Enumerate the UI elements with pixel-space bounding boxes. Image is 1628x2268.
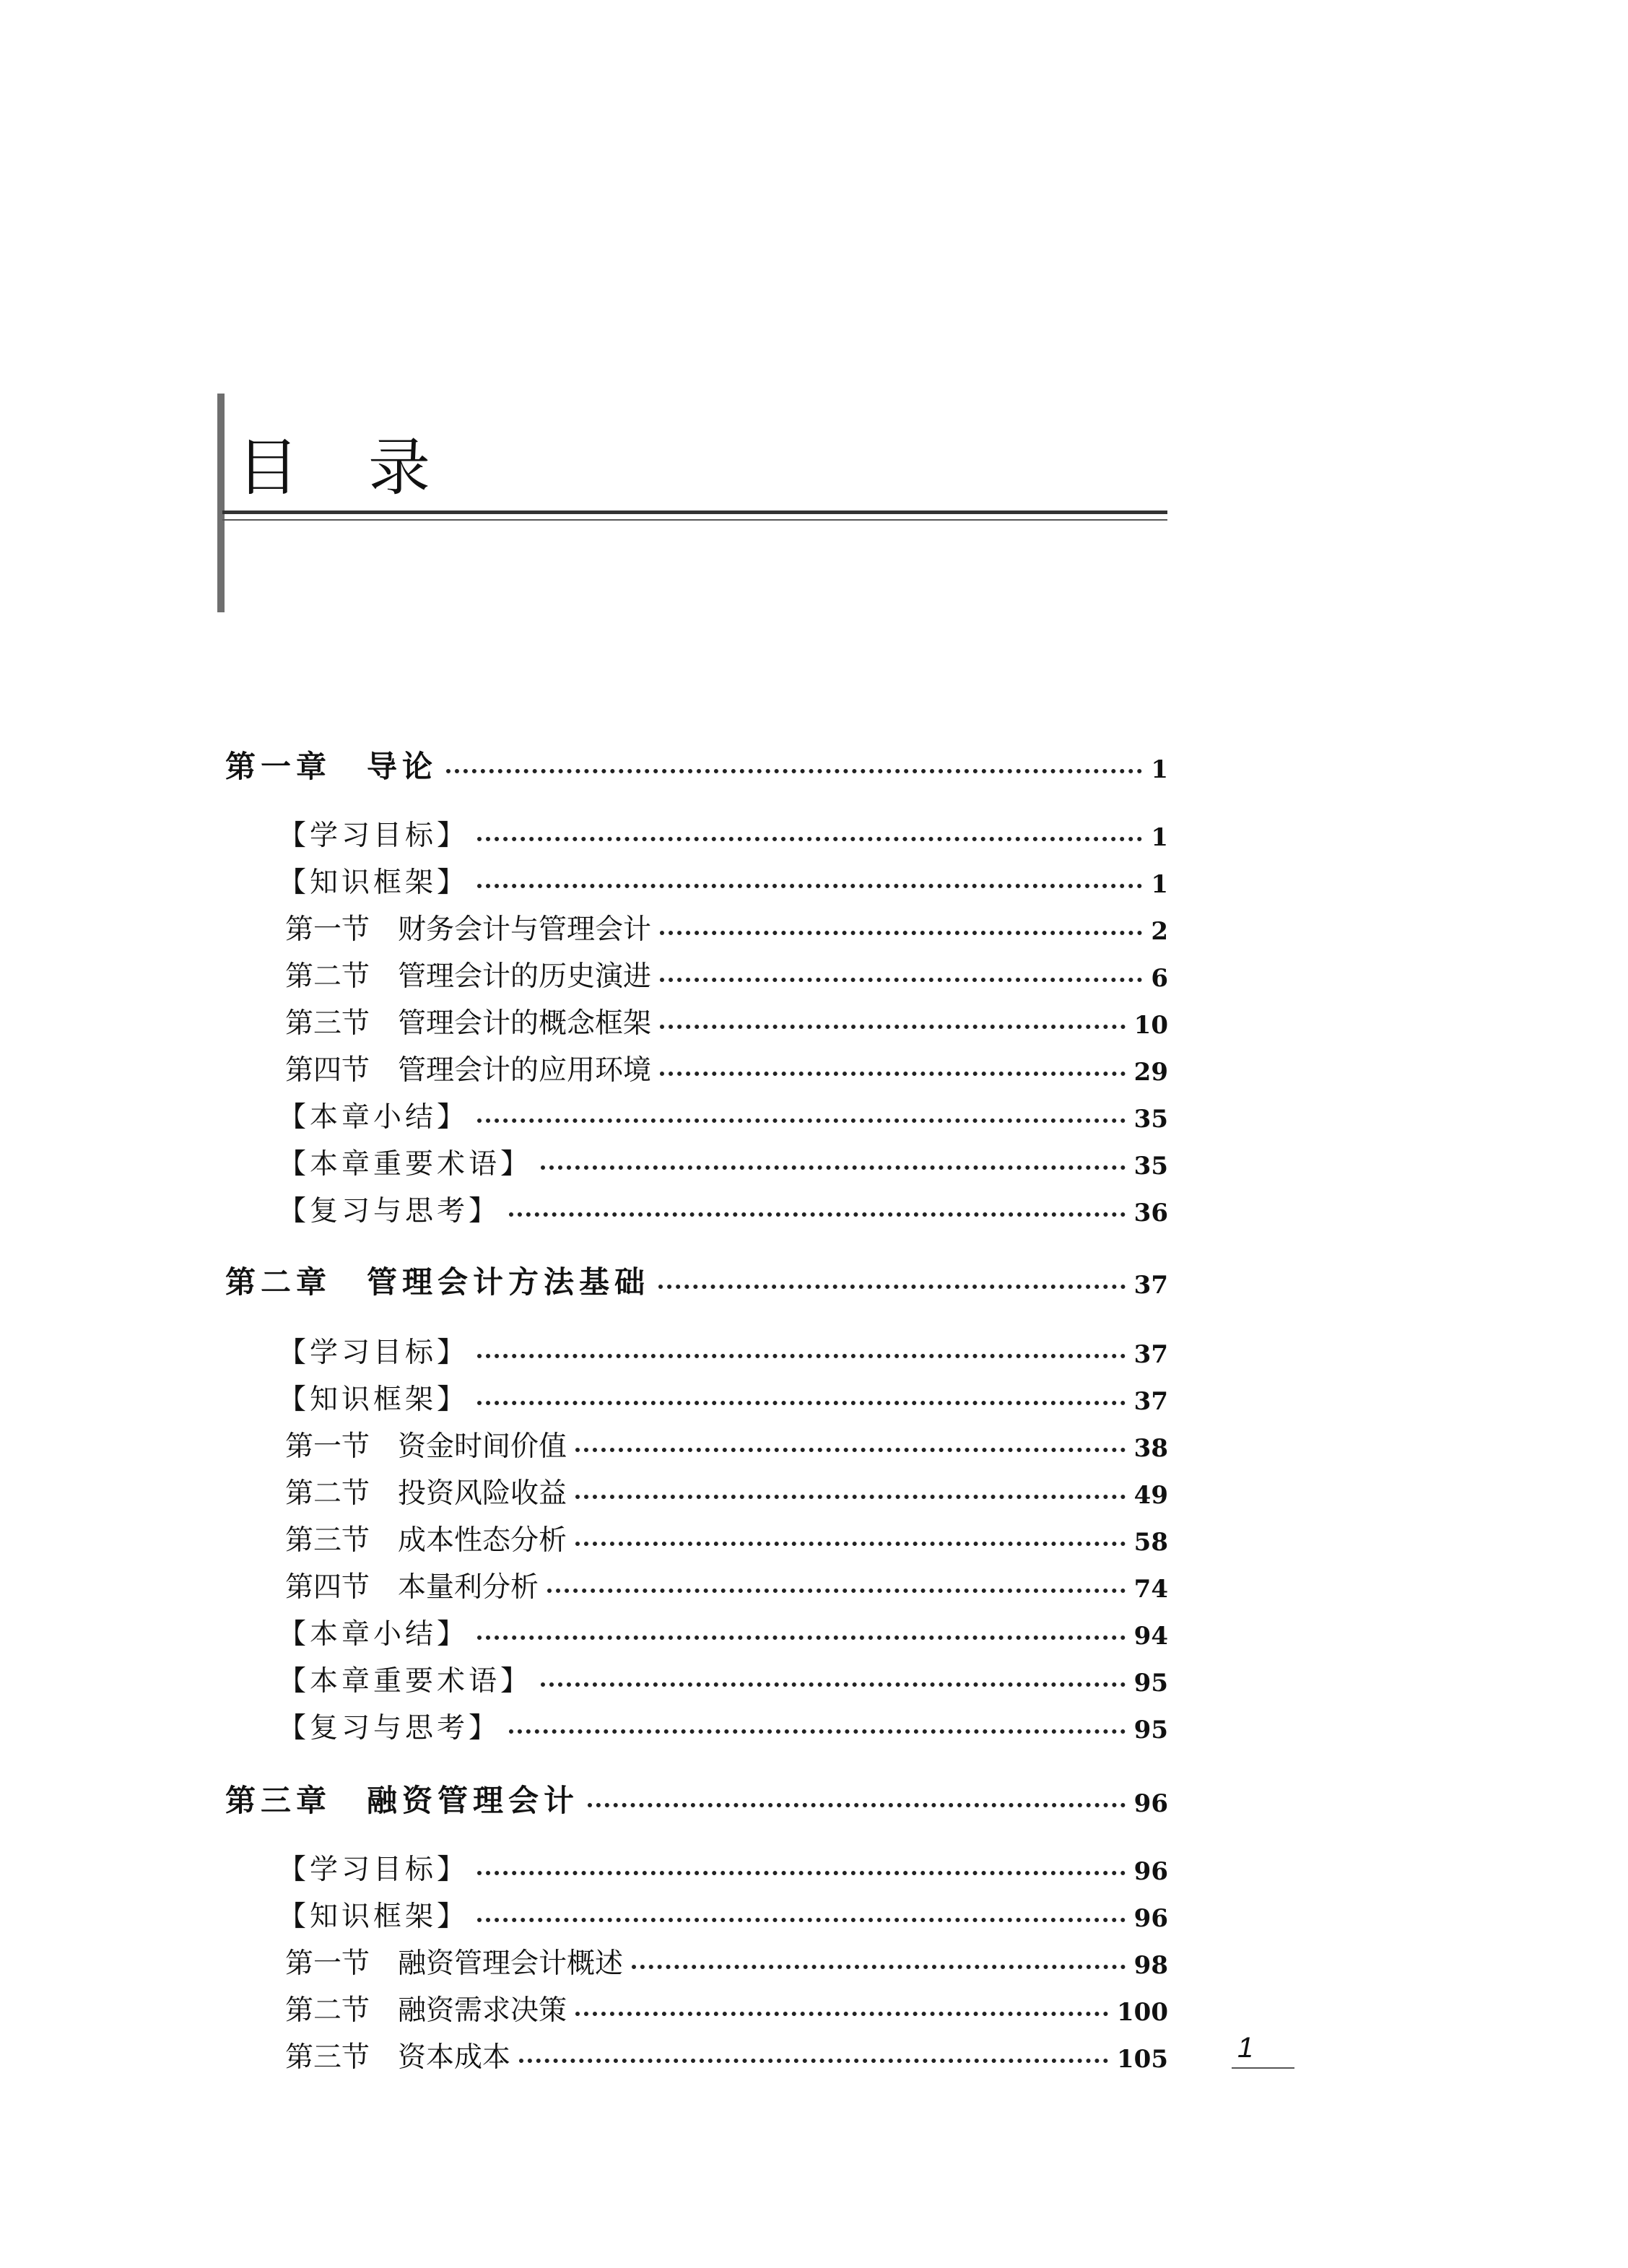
toc-chapter-label: 第三章 融资管理会计 — [225, 1783, 580, 1818]
toc-page-number: 94 — [1133, 1622, 1168, 1651]
toc-entry[interactable] — [285, 994, 1168, 1038]
toc-page-number: 100 — [1117, 1998, 1168, 2027]
toc-dot-leader — [477, 1917, 1126, 1922]
toc-page-number: 36 — [1133, 1199, 1168, 1228]
toc-page-number: 1 — [1151, 755, 1168, 784]
toc-page-number: 37 — [1133, 1271, 1168, 1300]
toc-entry[interactable] — [285, 900, 1168, 944]
toc-dot-leader — [660, 1024, 1126, 1029]
toc-page-number: 49 — [1133, 1481, 1168, 1510]
toc-page-number: 35 — [1133, 1105, 1168, 1134]
title-char-1: 目 — [237, 432, 299, 504]
toc-dot-leader — [541, 1682, 1126, 1687]
toc-page-number: 1 — [1151, 823, 1168, 852]
toc-entry-label: 第二节 管理会计的历史演进 — [285, 960, 652, 993]
toc-entry[interactable] — [278, 1652, 1168, 1698]
toc-entry-label: 第三节 管理会计的概念框架 — [285, 1007, 652, 1040]
toc-chapter-label: 第一章 导论 — [225, 749, 438, 784]
toc-entry[interactable] — [278, 1135, 1168, 1181]
toc-dot-leader — [541, 1165, 1126, 1170]
toc-dot-leader — [632, 1964, 1126, 1969]
toc-entry-label: 【知识框架】 — [278, 1383, 469, 1416]
toc-dot-leader — [660, 1071, 1126, 1076]
toc-page-number: 6 — [1151, 964, 1168, 993]
toc-dot-leader — [509, 1729, 1126, 1734]
toc-entry[interactable] — [285, 1981, 1168, 2025]
toc-page-number: 1 — [1151, 870, 1168, 899]
toc-entry[interactable] — [285, 1511, 1168, 1555]
toc-entry[interactable] — [285, 1041, 1168, 1085]
toc-page-number: 95 — [1133, 1716, 1168, 1745]
toc-entry-label: 【复习与思考】 — [278, 1712, 501, 1745]
toc-dot-leader — [519, 2058, 1108, 2063]
toc-dot-leader — [509, 1212, 1126, 1217]
toc-entry-label: 【本章小结】 — [278, 1618, 469, 1651]
toc-chapter-1[interactable] — [225, 739, 1168, 782]
toc-dot-leader — [658, 1284, 1126, 1289]
toc-chapter-3[interactable] — [225, 1773, 1168, 1816]
toc-dot-leader — [575, 2011, 1108, 2016]
title-char-2: 录 — [368, 432, 430, 504]
toc-entry-label: 【学习目标】 — [278, 1337, 469, 1369]
toc-entry-label: 第二节 投资风险收益 — [285, 1477, 567, 1510]
toc-entry[interactable] — [285, 947, 1168, 991]
toc-page-number: 38 — [1133, 1434, 1168, 1463]
toc-page-number: 105 — [1117, 2045, 1168, 2074]
toc-chapter-2[interactable] — [225, 1254, 1168, 1298]
toc-entry[interactable] — [285, 1558, 1168, 1602]
toc-entry-label: 第一节 财务会计与管理会计 — [285, 913, 652, 946]
toc-dot-leader — [547, 1588, 1126, 1593]
toc-dot-leader — [446, 768, 1142, 773]
toc-entry-label: 【学习目标】 — [278, 820, 469, 852]
toc-entry[interactable] — [278, 1182, 1168, 1228]
toc-dot-leader — [575, 1494, 1126, 1499]
toc-entry[interactable] — [278, 1605, 1168, 1651]
toc-chapter-label: 第二章 管理会计方法基础 — [225, 1264, 650, 1300]
toc-entry-label: 第二节 融资需求决策 — [285, 1994, 567, 2027]
toc-dot-leader — [588, 1802, 1126, 1807]
toc-dot-leader — [477, 1353, 1126, 1358]
toc-entry[interactable] — [278, 807, 1168, 850]
toc-entry-label: 【知识框架】 — [278, 1900, 469, 1933]
toc-page-number: 29 — [1133, 1058, 1168, 1087]
toc-entry[interactable] — [285, 1417, 1168, 1461]
toc-entry[interactable] — [278, 1370, 1168, 1414]
toc-entry-label: 第四节 管理会计的应用环境 — [285, 1054, 652, 1087]
toc-entry[interactable] — [285, 1934, 1168, 1978]
toc-entry-label: 第三节 资本成本 — [285, 2041, 511, 2074]
toc-entry[interactable] — [278, 1324, 1168, 1367]
toc-page-number: 37 — [1133, 1340, 1168, 1369]
toc-entry[interactable] — [278, 1841, 1168, 1884]
page-number-rule — [1232, 2067, 1294, 2069]
toc-entry-label: 【本章重要术语】 — [278, 1148, 533, 1181]
toc-page-number: 96 — [1133, 1857, 1168, 1886]
toc-entry[interactable] — [278, 1887, 1168, 1931]
toc-dot-leader — [477, 1635, 1126, 1640]
toc-dot-leader — [660, 930, 1142, 935]
toc-dot-leader — [477, 883, 1142, 888]
page-number: 1 — [1237, 2032, 1254, 2064]
toc-entry[interactable] — [278, 1088, 1168, 1134]
toc-dot-leader — [477, 1870, 1126, 1875]
toc-dot-leader — [477, 1118, 1126, 1123]
toc-dot-leader — [477, 1400, 1126, 1405]
toc-page-number: 96 — [1133, 1789, 1168, 1818]
toc-entry-label: 第一节 融资管理会计概述 — [285, 1947, 624, 1980]
toc-page-number: 2 — [1151, 917, 1168, 946]
toc-page-number: 74 — [1133, 1575, 1168, 1604]
toc-entry-label: 【学习目标】 — [278, 1854, 469, 1886]
toc-entry[interactable] — [278, 1699, 1168, 1745]
toc-dot-leader — [575, 1447, 1126, 1452]
toc-page-number: 58 — [1133, 1528, 1168, 1557]
toc-entry-label: 【知识框架】 — [278, 866, 469, 899]
toc-entry[interactable] — [278, 853, 1168, 897]
toc-page-number: 35 — [1133, 1152, 1168, 1181]
toc-page-number: 95 — [1133, 1669, 1168, 1698]
toc-page-number: 37 — [1133, 1387, 1168, 1416]
toc-page-number: 10 — [1133, 1011, 1168, 1040]
toc-entry-label: 【本章小结】 — [278, 1101, 469, 1134]
toc-entry[interactable] — [285, 1464, 1168, 1508]
toc-entry-label: 第四节 本量利分析 — [285, 1571, 539, 1604]
toc-page-number: 98 — [1133, 1951, 1168, 1980]
toc-dot-leader — [477, 836, 1142, 841]
toc-dot-leader — [575, 1541, 1126, 1546]
toc-entry[interactable] — [285, 2028, 1168, 2072]
toc-entry-label: 第一节 资金时间价值 — [285, 1430, 567, 1463]
toc-entry-label: 【本章重要术语】 — [278, 1665, 533, 1698]
toc-page-number: 96 — [1133, 1904, 1168, 1933]
toc-entry-label: 第三节 成本性态分析 — [285, 1524, 567, 1557]
toc-dot-leader — [660, 977, 1142, 982]
toc-entry-label: 【复习与思考】 — [278, 1195, 501, 1228]
